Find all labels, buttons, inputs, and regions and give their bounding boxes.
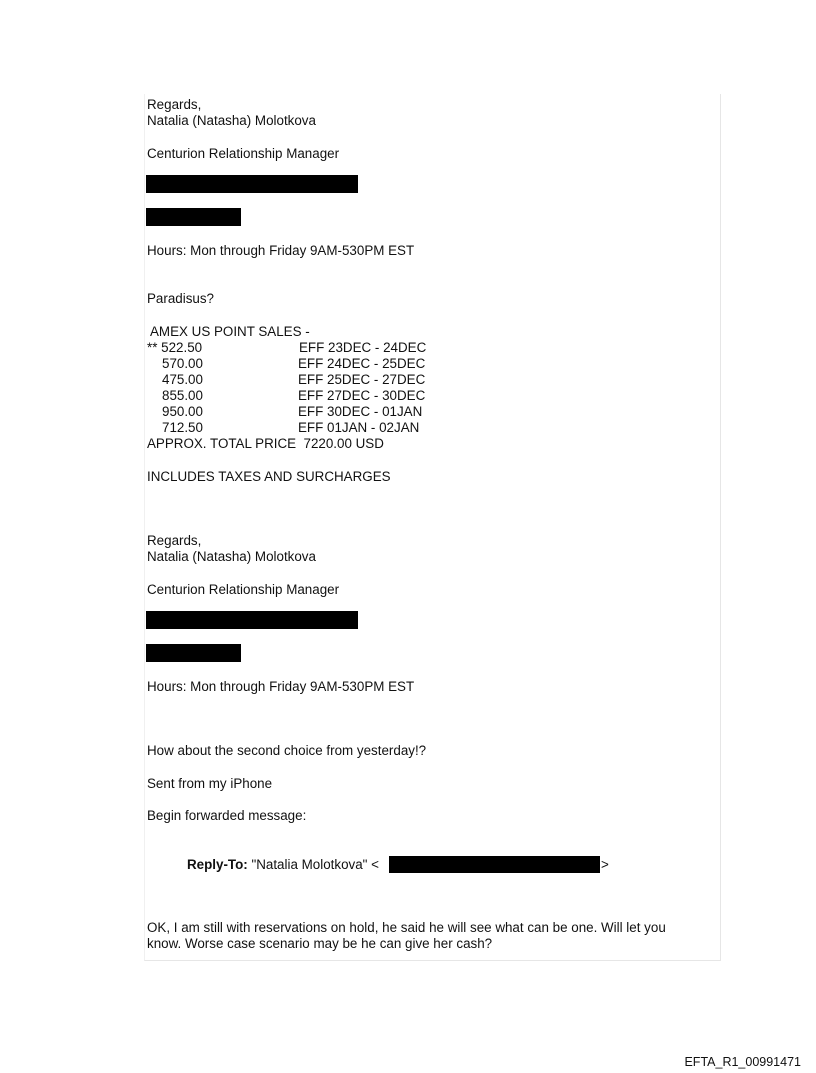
signature-hours: Hours: Mon through Friday 9AM-530PM EST [147,679,415,694]
body-line: OK, I am still with reservations on hold, he said he will see what can be one. Will let you [147,920,666,935]
redaction-bar [389,856,600,873]
rate-dates: EFF 27DEC - 30DEC [298,388,426,403]
rates-header: AMEX US POINT SALES - [147,324,310,339]
forwarded-header: Begin forwarded message: [147,808,307,823]
signature-regards: Regards, [147,533,202,548]
rate-price: 855.00 [162,388,203,403]
document-id: EFTA_R1_00991471 [684,1055,801,1069]
rate-price: ** 522.50 [147,340,203,355]
redaction-bar [146,175,358,193]
rate-price: 570.00 [162,356,203,371]
rate-dates: EFF 30DEC - 01JAN [298,404,423,419]
rate-price: 712.50 [162,420,203,435]
signature-regards: Regards, [147,97,202,112]
rate-price: 475.00 [162,372,203,387]
reply-to-close: > [601,857,609,872]
signature-name: Natalia (Natasha) Molotkova [147,113,316,128]
reply-to-name: "Natalia Molotkova" < [247,857,379,872]
reply-to-line [187,857,379,872]
question-line: How about the second choice from yesterday!? [147,743,427,758]
rate-dates: EFF 23DEC - 24DEC [299,340,427,355]
redaction-bar [146,208,241,226]
redaction-bar [146,611,358,629]
body-line: know. Worse case scenario may be he can give her cash? [147,936,493,951]
signature-title: Centurion Relationship Manager [147,146,340,161]
reply-to-label: Reply-To: [187,857,248,872]
rate-price: 950.00 [162,404,203,419]
redaction-bar [146,644,241,662]
rate-dates: EFF 24DEC - 25DEC [298,356,426,371]
includes-taxes: INCLUDES TAXES AND SURCHARGES [147,469,391,484]
signature-hours: Hours: Mon through Friday 9AM-530PM EST [147,243,415,258]
signature-name: Natalia (Natasha) Molotkova [147,549,316,564]
total-price: APPROX. TOTAL PRICE 7220.00 USD [147,436,384,451]
paradisus-question: Paradisus? [147,291,214,306]
sent-from: Sent from my iPhone [147,776,273,791]
rate-dates: EFF 01JAN - 02JAN [298,420,420,435]
signature-title: Centurion Relationship Manager [147,582,340,597]
rate-dates: EFF 25DEC - 27DEC [298,372,426,387]
